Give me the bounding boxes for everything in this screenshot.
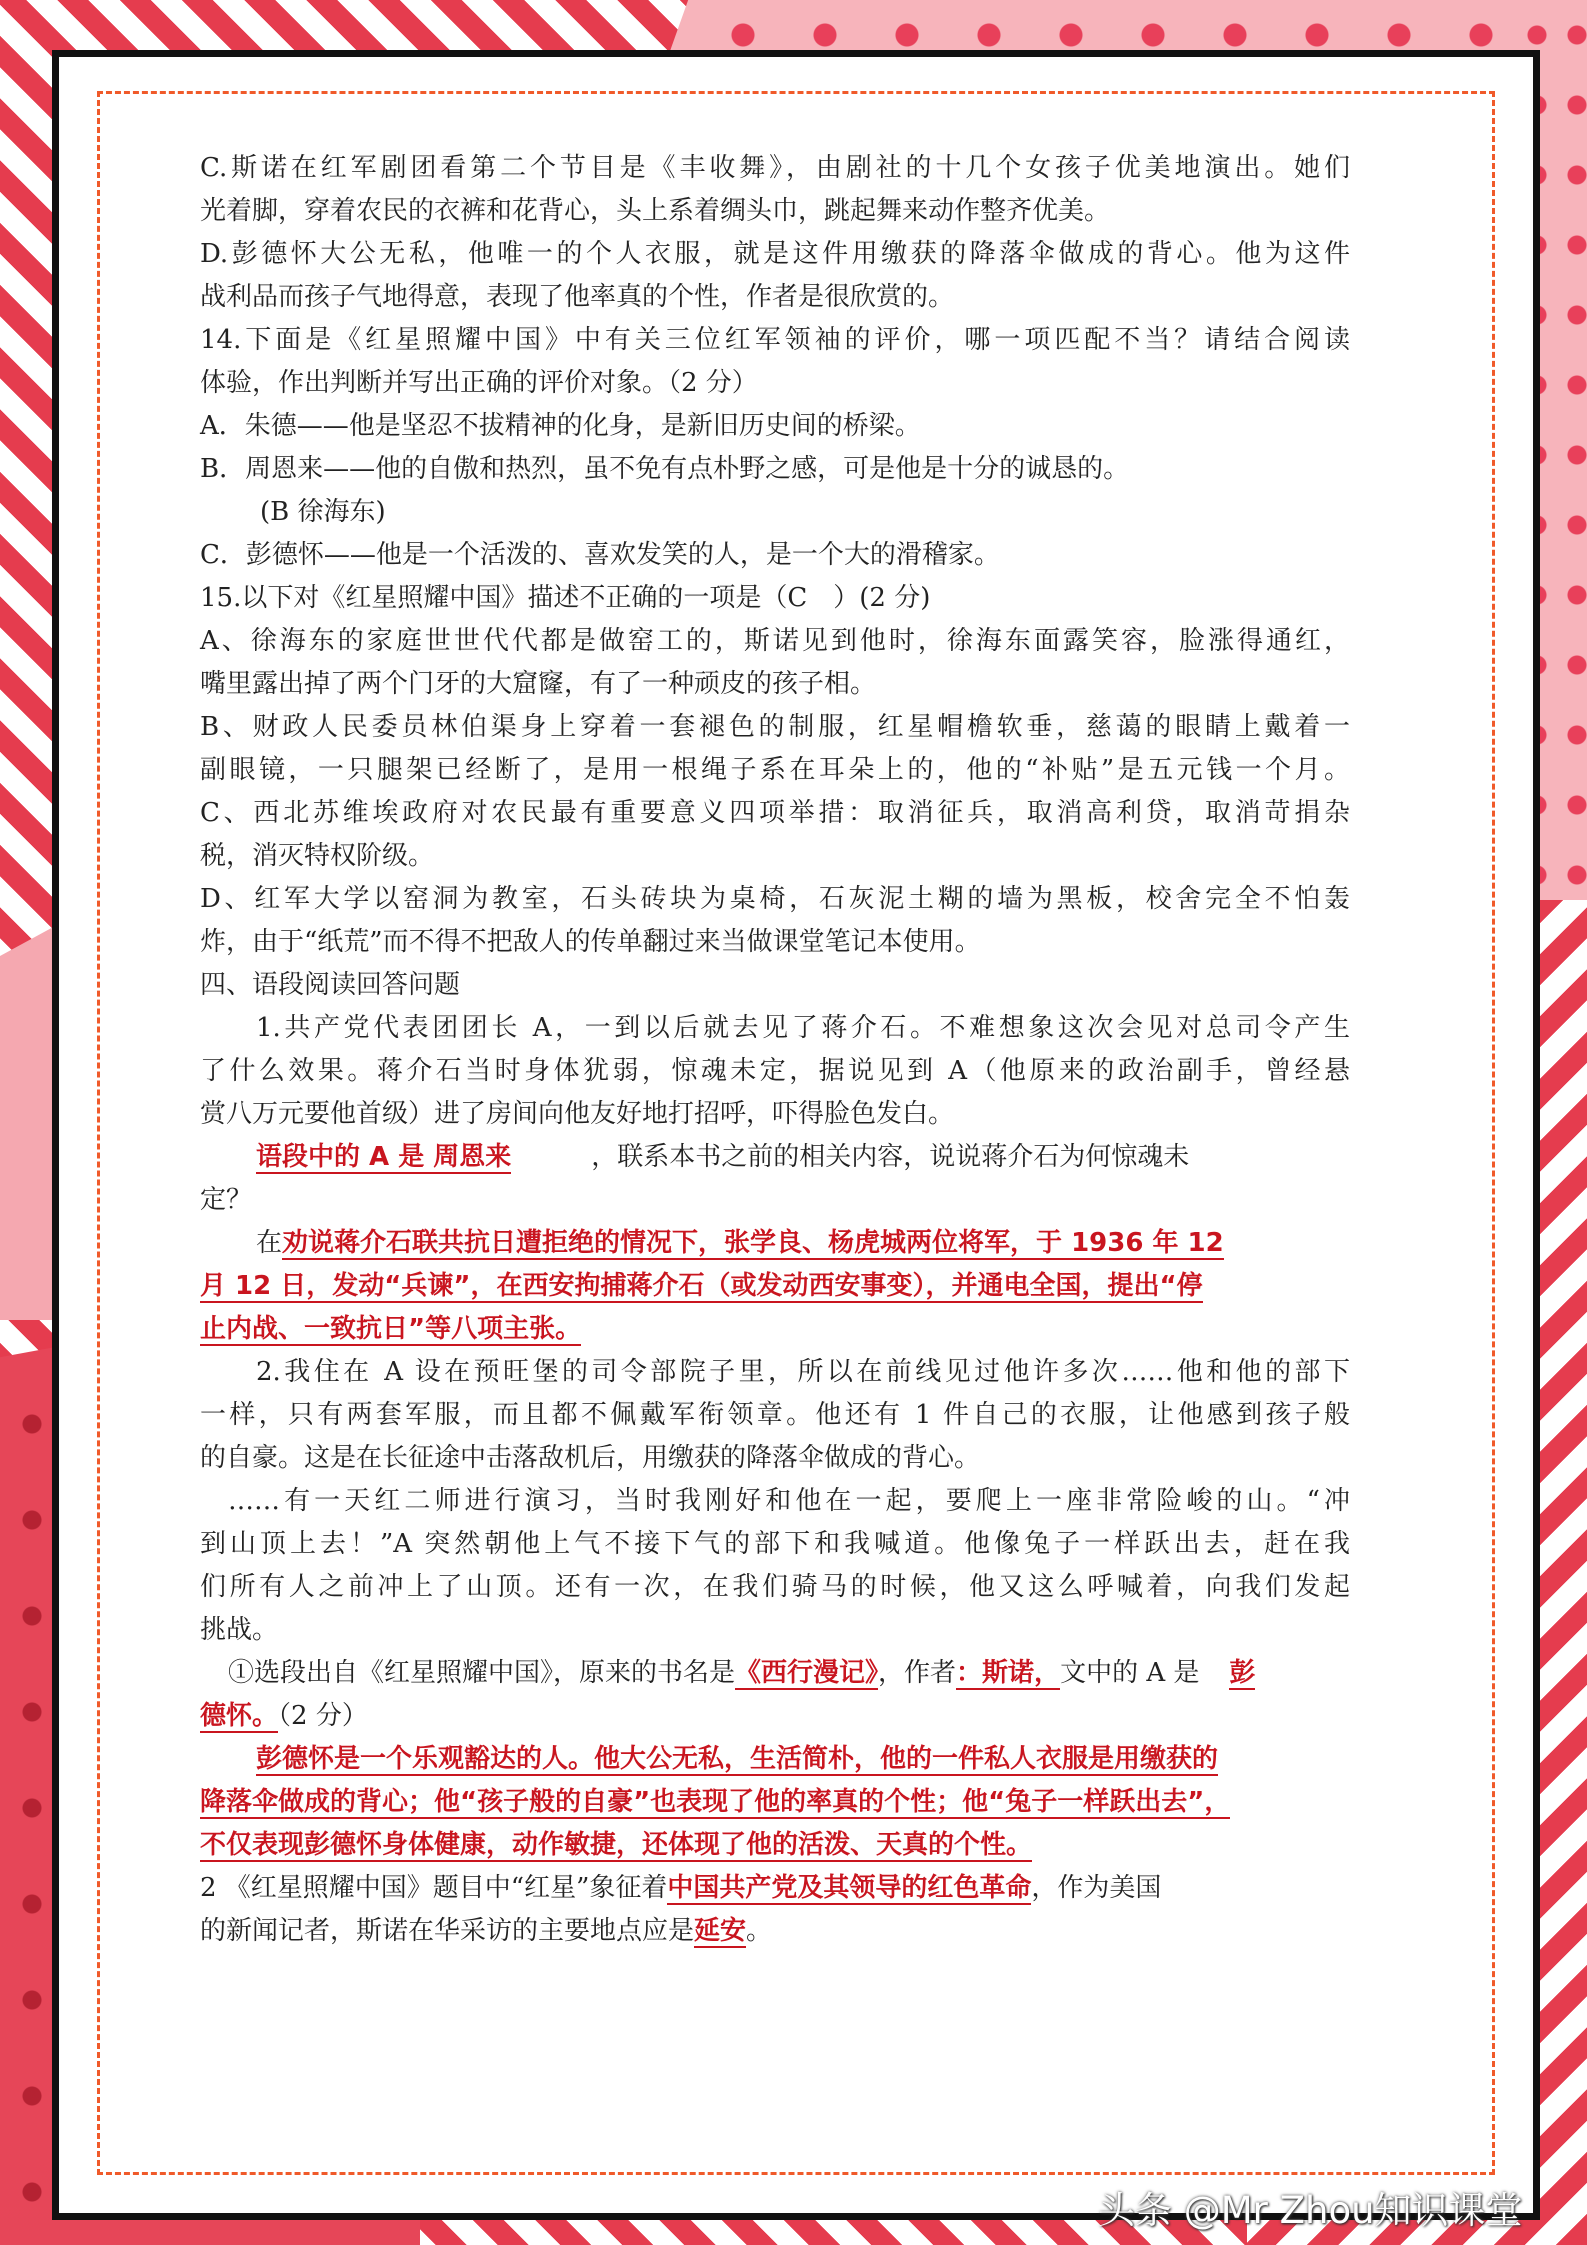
answer-line	[200, 1738, 1350, 1781]
answer-line	[200, 1308, 1350, 1351]
text-span: ，作者	[878, 1658, 957, 1688]
text-span: ，作为美国	[1031, 1873, 1162, 1903]
text-line: 光着脚，穿着农民的衣裤和花背心，头上系着绸头巾，跳起舞来动作整齐优美。	[200, 196, 1111, 226]
answer-text: 延安	[694, 1916, 747, 1946]
text-span: 。	[746, 1916, 773, 1946]
text-span: 2 《红星照耀中国》题目中“红星”象征着	[200, 1873, 668, 1903]
option-c: C．彭德怀——他是一个活泼的、喜欢发笑的人，是一个大的滑稽家。	[200, 540, 1000, 570]
option-b: B．周恩来——他的自傲和热烈，虽不免有点朴野之感，可是他是十分的诚恳的。	[200, 454, 1130, 484]
text-line: 的自豪。这是在长征途中击落敌机后，用缴获的降落伞做成的背心。	[200, 1443, 981, 1473]
question-line	[200, 1867, 1350, 1910]
answer-text: 月 12 日，发动“兵谏”，在西安拘捕蒋介石（或发动西安事变），并通电全国，提出“停	[200, 1271, 1203, 1301]
answer-text: 不仅表现彭德怀身体健康，动作敏捷，还体现了他的活泼、天真的个性。	[200, 1830, 1033, 1860]
text-line: B、财政人民委员林伯渠身上穿着一套褪色的制服，红星帽檐软垂，慈蔼的眼睛上戴着一	[200, 712, 1350, 742]
text-line: 税，消灭特权阶级。	[200, 841, 435, 871]
answer-text: 《西行漫记》	[735, 1658, 879, 1688]
answer-text: 彭德怀是一个乐观豁达的人。他大公无私，生活简朴，他的一件私人衣服是用缴获的	[256, 1744, 1219, 1774]
text-line: D、红军大学以窑洞为教室，石头砖块为桌椅，石灰泥土糊的墙为黑板，校舍完全不怕轰	[200, 884, 1350, 914]
text-span: 在	[256, 1228, 283, 1258]
question-line	[200, 1910, 1350, 1953]
text-line: C、西北苏维埃政府对农民最有重要意义四项举措：取消征兵，取消高利贷，取消苛捐杂	[200, 798, 1350, 828]
text-line: 了什么效果。蒋介石当时身体犹弱，惊魂未定，据说见到 A（他原来的政治副手，曾经悬	[200, 1056, 1350, 1086]
question-line	[200, 1136, 1350, 1179]
text-span: ，联系本书之前的相关内容，说说蒋介石为何惊魂未	[591, 1142, 1190, 1172]
document-body	[200, 147, 1350, 1953]
answer-line	[200, 1265, 1350, 1308]
text-line: 副眼镜，一只腿架已经断了，是用一根绳子系在耳朵上的，他的“补贴”是五元钱一个月。	[200, 755, 1350, 785]
answer-line	[200, 1781, 1350, 1824]
text-line: C.斯诺在红军剧团看第二个节目是《丰收舞》，由剧社的十几个女孩子优美地演出。她们	[200, 153, 1350, 183]
text-line: 体验，作出判断并写出正确的评价对象。（2 分）	[200, 368, 758, 398]
answer-text: 德怀。	[200, 1701, 279, 1731]
text-line: 战利品而孩子气地得意，表现了他率真的个性，作者是很欣赏的。	[200, 282, 955, 312]
answer-line	[200, 1222, 1350, 1265]
answer-text: 彭	[1229, 1658, 1256, 1688]
question-line	[200, 1695, 1350, 1738]
text-span: 的新闻记者，斯诺在华采访的主要地点应是	[200, 1916, 695, 1946]
text-line: 到山顶上去！”A 突然朝他上气不接下气的部下和我喊道。他像兔子一样跃出去，赶在我	[200, 1529, 1350, 1559]
question-14: 14.下面是《红星照耀中国》中有关三位红军领袖的评价，哪一项匹配不当？请结合阅读	[200, 325, 1350, 355]
text-line: 嘴里露出掉了两个门牙的大窟窿，有了一种顽皮的孩子相。	[200, 669, 877, 699]
passage-2: 2.我住在 A 设在预旺堡的司令部院子里，所以在前线见过他许多次……他和他的部下	[256, 1357, 1350, 1387]
answer-text: 语段中的 A 是 周恩来	[256, 1142, 512, 1172]
answer-text: ：斯诺，	[956, 1658, 1061, 1688]
text-line: D.彭德怀大公无私，他唯一的个人衣服，就是这件用缴获的降落伞做成的背心。他为这件	[200, 239, 1350, 269]
passage-1: 1.共产党代表团团长 A，一到以后就去见了蒋介石。不难想象这次会见对总司令产生	[256, 1013, 1350, 1043]
text-span: （2 分）	[278, 1701, 368, 1731]
text-line: 们所有人之前冲上了山顶。还有一次，在我们骑马的时候，他又这么呼喊着，向我们发起	[200, 1572, 1350, 1602]
question-line	[200, 1652, 1350, 1695]
text-line: 赏八万元要他首级）进了房间向他友好地打招呼，吓得脸色发白。	[200, 1099, 955, 1129]
answer-note: (B 徐海东)	[260, 497, 386, 527]
section-heading: 四、语段阅读回答问题	[200, 970, 461, 1000]
answer-line	[200, 1824, 1350, 1867]
answer-text: 止内战、一致抗日”等八项主张。	[200, 1314, 582, 1344]
text-line: ……有一天红二师进行演习，当时我刚好和他在一起，要爬上一座非常险峻的山。“冲	[228, 1486, 1350, 1516]
answer-text: 劝说蒋介石联共抗日遭拒绝的情况下，张学良、杨虎城两位将军，于 1936 年 12	[282, 1228, 1224, 1258]
question-15: 15.以下对《红星照耀中国》描述不正确的一项是（C ）(2 分)	[200, 583, 931, 613]
answer-text: 中国共产党及其领导的红色革命	[667, 1873, 1032, 1903]
text-line: A、徐海东的家庭世世代代都是做窑工的，斯诺见到他时，徐海东面露笑容，脸涨得通红，	[200, 626, 1350, 656]
text-line: 挑战。	[200, 1615, 279, 1645]
answer-text: 降落伞做成的背心；他“孩子般的自豪”也表现了他的率真的个性；他“兔子一样跃出去”，	[200, 1787, 1231, 1817]
text-line: 一样，只有两套军服，而且都不佩戴军衔领章。他还有 1 件自己的衣服，让他感到孩子般	[200, 1400, 1350, 1430]
text-line: 炸，由于“纸荒”而不得不把敌人的传单翻过来当做课堂笔记本使用。	[200, 927, 981, 957]
text-span: 文中的 A 是	[1060, 1658, 1200, 1688]
watermark: 头条 @Mr Zhou知识课堂	[1098, 2189, 1523, 2232]
text-line: 定？	[200, 1185, 253, 1215]
option-a: A．朱德——他是坚忍不拔精神的化身，是新旧历史间的桥梁。	[200, 411, 921, 441]
text-span: ①选段出自《红星照耀中国》，原来的书名是	[228, 1658, 736, 1688]
